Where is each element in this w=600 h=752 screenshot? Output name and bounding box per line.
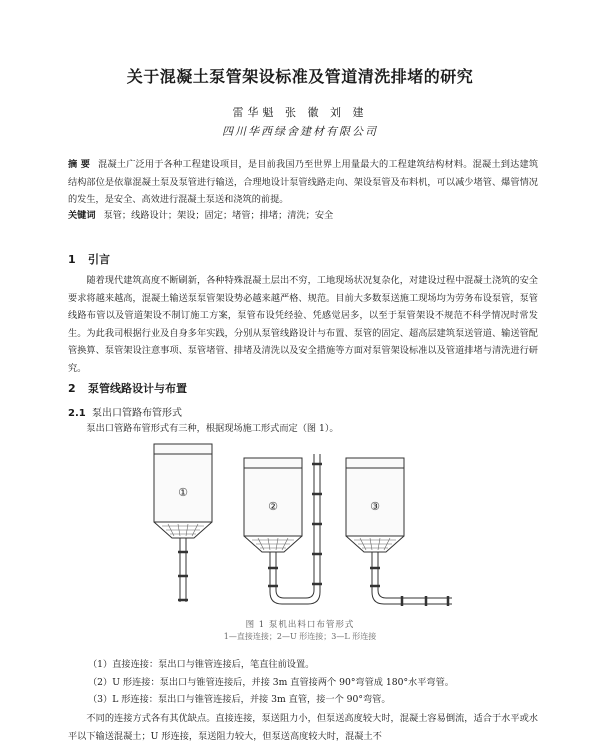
affiliation: 四川华西绿舍建材有限公司	[222, 125, 378, 138]
section-2-1-number: 2.1	[68, 408, 86, 419]
section-2-title: 泵管线路设计与布置	[88, 382, 187, 395]
authors: 雷华魁 张 徽 刘 建	[232, 106, 368, 119]
section-2-1-heading	[68, 404, 182, 419]
abstract-text: 混凝土广泛用于各种工程建设项目，是目前我国乃至世界上用量最大的工程建筑结构材料。混凝土到达建筑结构部位是依靠混凝土泵及泵管进行输送，合理地设计泵管线路走向、架设泵管及布料机，可以减少堵管、爆管情况的发生，是安全、高效进行混凝土泵送和浇筑的前提。	[68, 159, 539, 205]
section-1-title: 引言	[88, 253, 110, 266]
section-2-1-body: 泵出口管路布管形式有三种，根据现场施工形式而定（图 1）。	[86, 423, 339, 434]
figure-label-1: ①	[178, 486, 188, 499]
abstract	[68, 156, 538, 209]
paper-title: 关于混凝土泵管架设标准及管道清洗排堵的研究	[126, 67, 474, 86]
section-2-number: 2	[68, 382, 76, 395]
list-item: （3）L 形连接：泵出口与锥管连接后，并接 3m 直管，接一个 90°弯管。	[88, 694, 391, 705]
pipe-direct-connection	[178, 538, 188, 602]
pipe-l-connection	[370, 552, 452, 606]
figure-label-2: ②	[268, 500, 278, 513]
section-1-number: 1	[68, 253, 76, 266]
section-2-heading	[68, 380, 187, 396]
keywords-label: 关键词	[68, 210, 96, 221]
figure-subcaption: 1—直接连接；2—U 形连接；3—L 形连接	[223, 632, 377, 641]
keywords-text: 泵管；线路设计；架设；固定；堵管；排堵；清洗；安全	[103, 210, 334, 221]
connection-list	[88, 656, 538, 709]
list-item: （2）U 形连接：泵出口与锥管连接后，并接 3m 直管接两个 90°弯管成 180°水平弯管。	[88, 676, 454, 688]
section-2-1-title: 泵出口管路布管形式	[92, 408, 182, 419]
keywords	[68, 207, 538, 225]
figure-label-3: ③	[370, 500, 380, 513]
closing-paragraph: 不同的连接方式各有其优缺点。直接连接，泵送阻力小，但泵送高度较大时，混凝土容易倒流，适合于水平或水平以下输送混凝土；U 形连接，泵送阻力较大，但泵送高度较大时，混凝土不	[68, 713, 538, 742]
list-item: （1）直接连接：泵出口与锥管连接后，笔直往前设置。	[88, 659, 315, 670]
figure-caption: 图 1 泵机出料口布管形式	[245, 620, 355, 630]
figure-1-pump-outlet-layouts	[140, 434, 460, 610]
section-1-body: 随着现代建筑高度不断刷新，各种特殊混凝土层出不穷，工地现场状况复杂化，对建设过程中混凝土浇筑的安全要求将越来越高，混凝土输送泵泵管架设势必越来越严格、规范。目前大多数泵送施工现场均为劳务布设泵管，泵管线路布管以及管道架设不制订施工方案，泵管布设凭经验、凭感觉居多，以至于泵管架设不规范不科学情况时常发生。为此我司根据行业及自身多年实践，分别从泵管线路设计与布置、泵管的固定、超高层建筑泵送管道、输送管配管换算、泵管架设注意事项、泵管堵管、排堵及清洗以及安全措施等方面对泵管架设标准以及管道排堵与清洗进行研究。	[68, 275, 538, 374]
abstract-label: 摘 要	[68, 159, 91, 170]
section-1-heading	[68, 251, 110, 267]
